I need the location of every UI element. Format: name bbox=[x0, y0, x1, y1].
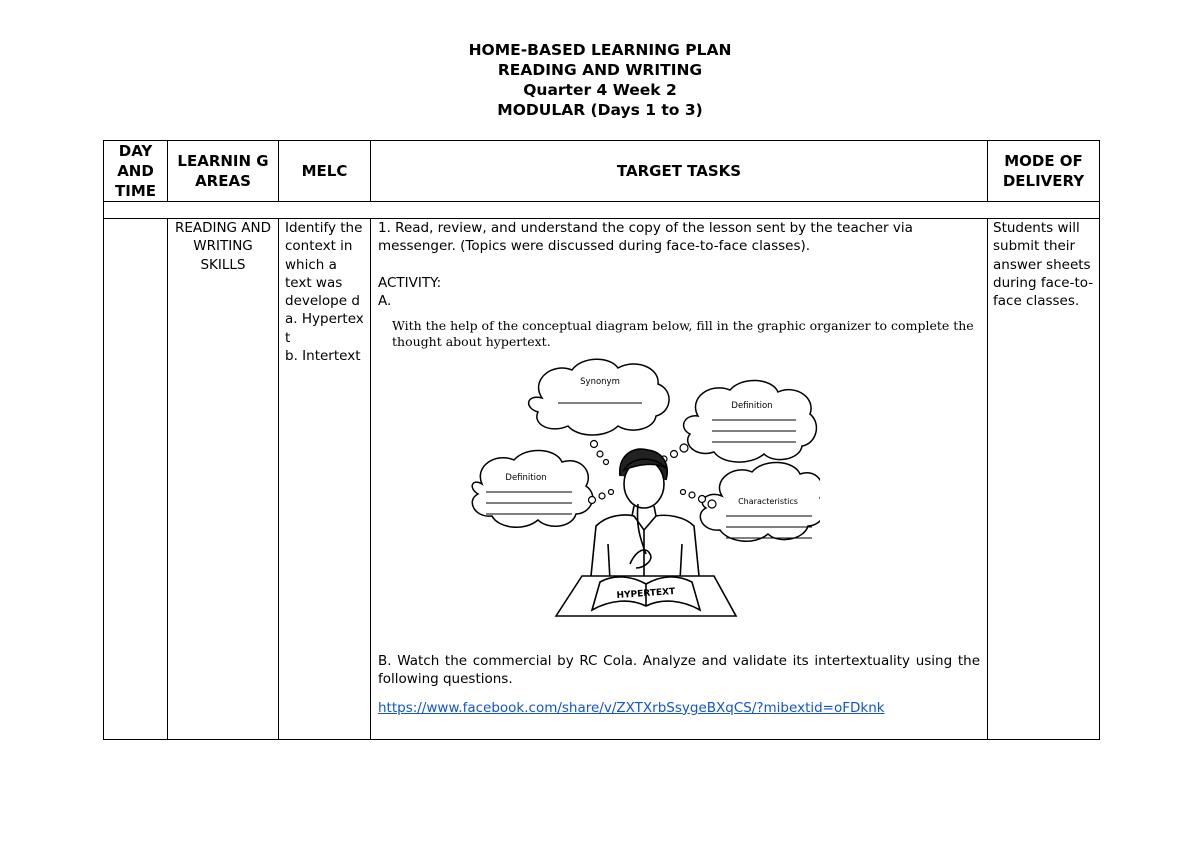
rc-cola-commercial-link[interactable]: https://www.facebook.com/share/v/ZXTXrbSsygeBXqCS/?mibextid=oFDknk bbox=[378, 699, 885, 716]
table-header-row bbox=[104, 141, 1100, 202]
table-row bbox=[104, 219, 1100, 740]
cloud-definition-right bbox=[684, 381, 817, 463]
cloud-definition-left bbox=[472, 451, 593, 528]
title-line-1: HOME-BASED LEARNING PLAN bbox=[468, 41, 732, 59]
document-title bbox=[0, 40, 1200, 120]
label-synonym: Synonym bbox=[580, 377, 620, 388]
melc-item-b: b. Intertext bbox=[285, 348, 361, 365]
task-step-1: 1. Read, review, and understand the copy of the lesson sent by the teacher via messenger. (Topics were discussed during face-to-face classes). bbox=[378, 220, 913, 255]
learning-area-text: READING AND WRITING SKILLS bbox=[174, 220, 272, 273]
label-definition-left: Definition bbox=[505, 473, 547, 484]
title-line-4: MODULAR (Days 1 to 3) bbox=[497, 101, 703, 119]
mode-text: Students will submit their answer sheets during face-to-face classes. bbox=[993, 220, 1094, 310]
diagram-instruction: With the help of the conceptual diagram below, fill in the graphic organizer to complete the thought about hypertext. bbox=[392, 318, 974, 350]
activity-label: ACTIVITY: bbox=[378, 274, 442, 291]
header-melc: MELC bbox=[279, 141, 371, 202]
cloud-synonym bbox=[529, 359, 669, 435]
cell-melc bbox=[279, 219, 371, 740]
cell-learning-area bbox=[168, 219, 279, 740]
part-a-label: A. bbox=[378, 292, 392, 309]
thinking-student-figure bbox=[590, 449, 700, 586]
cell-mode-of-delivery bbox=[988, 219, 1100, 740]
cell-day-time bbox=[104, 219, 168, 740]
header-mode-of-delivery: MODE OF DELIVERY bbox=[988, 141, 1100, 202]
header-day-time: DAY AND TIME bbox=[104, 141, 168, 202]
task-part-b: B. Watch the commercial by RC Cola. Analyze and validate its intertextuality using the following questions. bbox=[378, 653, 980, 688]
label-characteristics: Characteristics bbox=[738, 497, 798, 507]
header-target-tasks: TARGET TASKS bbox=[371, 141, 988, 202]
table-spacer-row bbox=[104, 202, 1100, 219]
label-definition-right: Definition bbox=[731, 401, 773, 412]
cell-target-tasks bbox=[371, 219, 988, 740]
melc-item-a: a. Hypertex t bbox=[285, 311, 364, 346]
hypertext-graphic-organizer bbox=[460, 354, 820, 626]
label-hypertext-book: HYPERTEXT bbox=[616, 587, 676, 602]
melc-intro: Identify the context in which a text was develope d bbox=[285, 220, 363, 310]
title-line-3: Quarter 4 Week 2 bbox=[523, 81, 677, 99]
header-learning-areas: LEARNIN G AREAS bbox=[168, 141, 279, 202]
title-line-2: READING AND WRITING bbox=[497, 61, 703, 79]
learning-plan-table bbox=[103, 140, 1100, 740]
